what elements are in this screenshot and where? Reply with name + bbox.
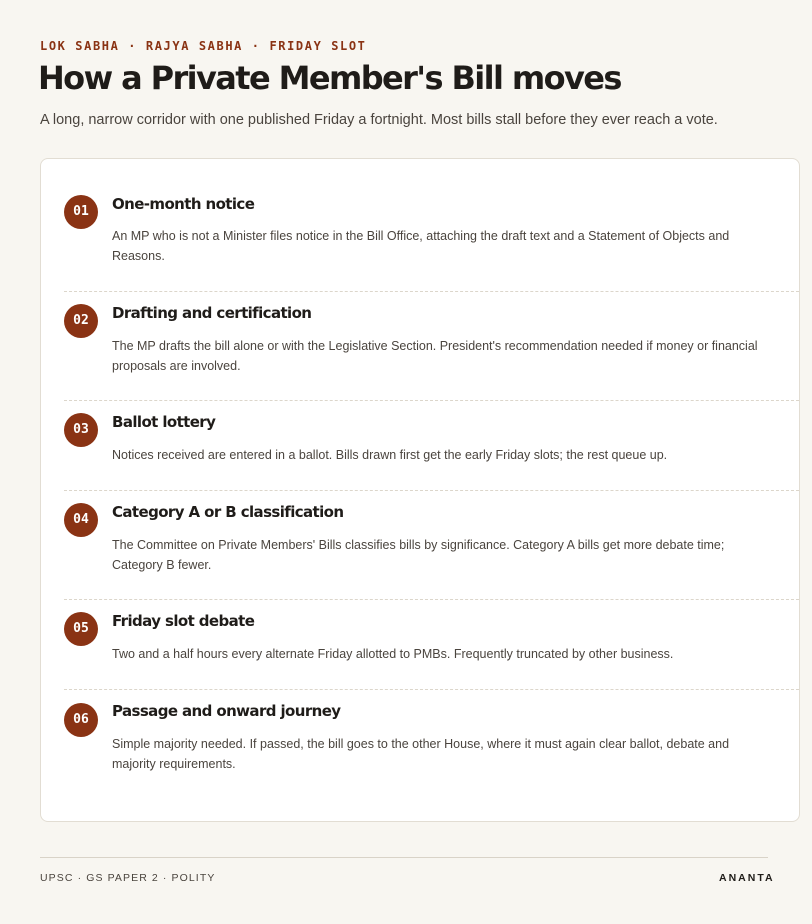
step-item — [64, 599, 799, 690]
footer-divider — [40, 857, 768, 858]
step-title: Ballot lottery — [112, 413, 216, 431]
step-item — [64, 159, 799, 291]
step-item — [64, 400, 799, 491]
step-title: Friday slot debate — [112, 612, 255, 630]
step-number-badge: 01 — [64, 195, 98, 229]
step-item — [64, 689, 799, 824]
step-number-badge: 05 — [64, 612, 98, 646]
steps-card — [40, 158, 800, 822]
step-description: An MP who is not a Minister files notice in the Bill Office, attaching the draft text and a Statement of Objects and Reasons. — [112, 229, 730, 263]
step-number-badge: 06 — [64, 703, 98, 737]
step-title: Drafting and certification — [112, 304, 312, 322]
step-number-badge: 02 — [64, 304, 98, 338]
step-number-badge: 04 — [64, 503, 98, 537]
footer-brand: ANANTA — [719, 872, 775, 884]
step-description: Notices received are entered in a ballot. Bills drawn first get the early Friday slots; the rest queue up. — [112, 448, 668, 462]
page-subtitle: A long, narrow corridor with one published Friday a fortnight. Most bills stall before they ever reach a vote. — [40, 112, 718, 128]
step-item — [64, 291, 799, 401]
step-title: Passage and onward journey — [112, 702, 341, 720]
step-description: The Committee on Private Members' Bills classifies bills by significance. Category A bills get more debate time; Category B fewer. — [112, 538, 725, 572]
step-title: Category A or B classification — [112, 503, 344, 521]
step-description: Simple majority needed. If passed, the bill goes to the other House, where it must again clear ballot, debate and majority requirements. — [112, 737, 730, 771]
footer-source: UPSC · GS PAPER 2 · POLITY — [40, 872, 216, 884]
step-number-badge: 03 — [64, 413, 98, 447]
step-item — [64, 490, 799, 600]
step-description: Two and a half hours every alternate Friday allotted to PMBs. Frequently truncated by other business. — [112, 647, 674, 661]
page-title: How a Private Member's Bill moves — [38, 59, 621, 97]
step-title: One-month notice — [112, 195, 255, 213]
step-description: The MP drafts the bill alone or with the Legislative Section. President's recommendation needed if money or financial proposals are involved. — [112, 339, 758, 373]
kicker: LOK SABHA · RAJYA SABHA · FRIDAY SLOT — [40, 39, 367, 53]
